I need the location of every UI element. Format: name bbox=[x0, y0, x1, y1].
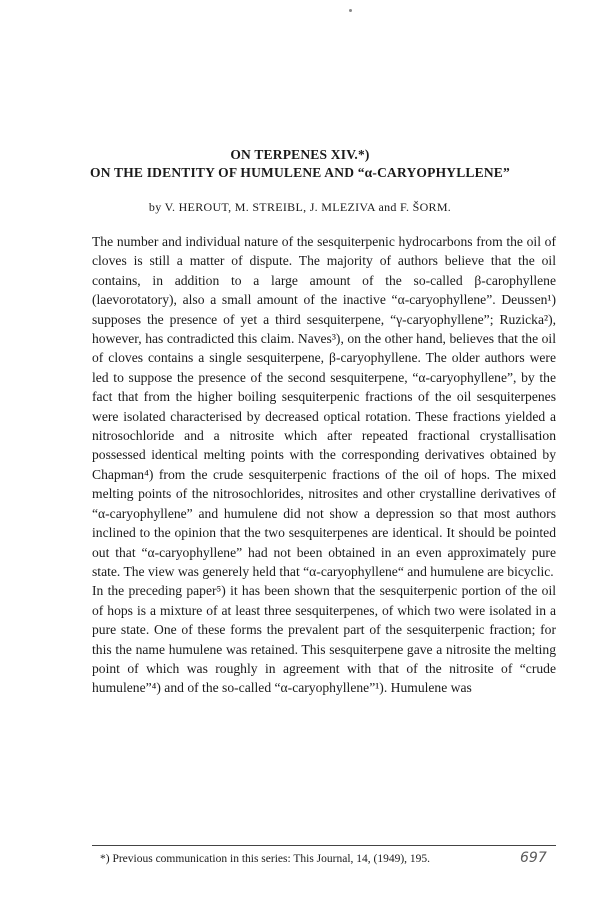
article-title-line2: ON THE IDENTITY OF HUMULENE AND “α-CARYOPHYLLENE” bbox=[90, 165, 510, 180]
footnote: *) Previous communication in this series: This Journal, 14, (1949), 195. bbox=[100, 853, 431, 865]
handwritten-page-number: 697 bbox=[520, 850, 547, 866]
scan-speck bbox=[349, 9, 352, 12]
paragraph-1: The number and individual nature of the sesquiterpenic hydrocarbons from the oil of cloves is still a matter of dispute. The majority of authors believe that the oil contains, in addition to a large amount of the so-called β-carophyllene (laevorotatory), also a small amount of the inactive “α-caryophyllene”. Deussen¹) supposes the presence of yet a third sesquiterpene, “γ-caryophyllene”; Ruzicka²), however, has contradicted this claim. Naves³), on the other hand, believes that the oil of cloves contains a single sesquiterpene, β-caryophyllene. The older authors were led to suppose the presence of the second sesquiterpene, “α-caryophyllene”, by the fact that from the higher boiling sesquiterpenic fractions of the oil sesquiterpenes were isolated characterised by decreased optical rotation. These fractions yielded a nitrosochloride and a nitrosite which after repeated fractional crystallisation possessed identical melting points with the corresponding derivatives obtained by Chapman⁴) from the crude sesquiterpenic fractions of the oil of hops. The mixed melting points of the nitrosochlorides, nitrosites and other crystalline derivatives of “α-caryophyllene” and humulene did not show a depression so that most authors inclined to the opinion that the two sesquiterpenes are identical. It should be pointed out that “α-caryophyllene” had not been obtained in an even approximately pure state. The view was generely held that “α-caryophyllene“ and humulene are bicyclic. bbox=[92, 234, 556, 579]
article-title-line1: ON TERPENES XIV.*) bbox=[230, 147, 370, 162]
author-line: by V. HEROUT, M. STREIBL, J. MLEZIVA and F. ŠORM. bbox=[148, 200, 452, 214]
paragraph-2: In the preceding paper⁵) it has been shown that the sesquiterpenic portion of the oil of hops is a mixture of at least three sesquiterpenes, of which two were isolated in a pure state. One of these forms the prevalent part of the sesquiterpenic fraction; for this the name humulene was retained. This sesquiterpene gave a nitrosite the melting point of which was roughly in agreement with that of the nitrosite of “crude humulene”⁴) and of the so-called “α-caryophyllene”¹). Humulene was bbox=[92, 583, 556, 696]
article-body bbox=[92, 232, 556, 698]
footnote-divider bbox=[92, 845, 556, 846]
